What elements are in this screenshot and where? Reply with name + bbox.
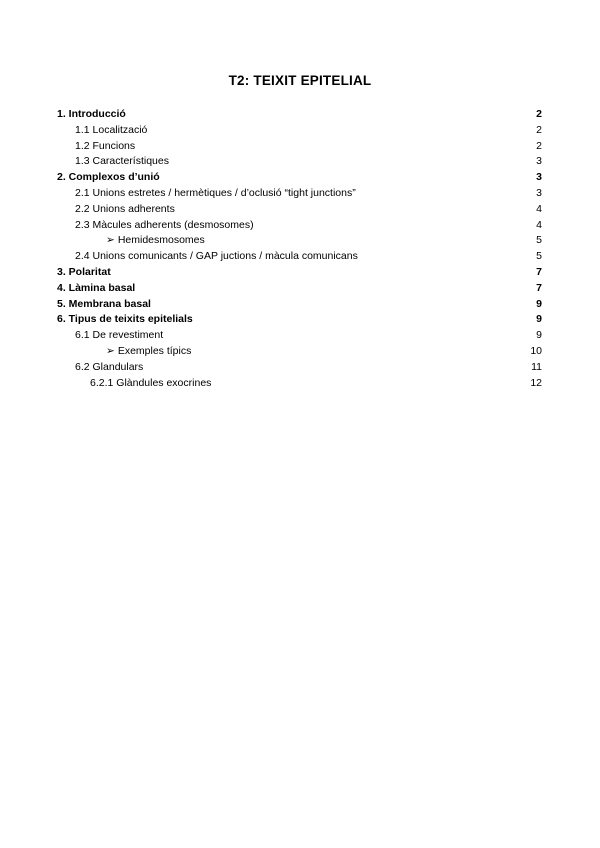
toc-entry-hemidesmosomes[interactable] [57, 233, 542, 249]
toc-entry-label: Hemidesmosomes [117, 234, 205, 247]
toc-entry-page: 7 [536, 265, 542, 278]
toc-entry-page: 5 [536, 234, 542, 247]
toc-entry-page: 9 [536, 329, 542, 342]
toc-entry-label-group [106, 344, 191, 360]
toc-entry-lamina-basal[interactable] [57, 281, 542, 297]
toc-entry-label: 2.1 Unions estretes / hermètiques / d’oclusió “tight junctions” [75, 186, 356, 199]
toc-entry-label: 2.4 Unions comunicants / GAP juctions / màcula comunicans [75, 250, 358, 263]
toc-entry-exemples-tipics[interactable] [57, 344, 542, 360]
toc-entry-label: 2.2 Unions adherents [75, 202, 175, 215]
toc-entry-unions-estretes[interactable] [57, 186, 542, 202]
toc-entry-label-group [106, 233, 205, 249]
toc-entry-label: 5. Membrana basal [57, 297, 151, 310]
arrow-bullet-icon: ➢ [106, 344, 115, 357]
toc-entry-de-revestiment[interactable] [57, 328, 542, 344]
toc-entry-page: 9 [536, 297, 542, 310]
toc-entry-page: 7 [536, 281, 542, 294]
toc-entry-localitzacio[interactable] [57, 123, 542, 139]
toc-entry-label: Exemples típics [117, 344, 192, 357]
toc-entry-label: 3. Polaritat [57, 265, 111, 278]
toc-entry-unions-comunicants[interactable] [57, 249, 542, 265]
toc-entry-label: 6. Tipus de teixits epitelials [57, 313, 193, 326]
toc-entry-page: 2 [536, 108, 542, 120]
table-of-contents [57, 107, 542, 391]
toc-entry-page: 3 [536, 171, 542, 184]
toc-entry-tipus-teixits[interactable] [57, 312, 542, 328]
toc-entry-label: 2.3 Màcules adherents (desmosomes) [75, 218, 254, 231]
toc-entry-page: 3 [536, 186, 542, 199]
toc-entry-caracteristiques[interactable] [57, 154, 542, 170]
toc-entry-label: 6.1 De revestiment [75, 329, 164, 342]
toc-entry-page: 11 [531, 360, 542, 373]
arrow-bullet-icon: ➢ [106, 234, 115, 247]
toc-entry-glandules-exocrines[interactable] [57, 376, 542, 392]
toc-entry-polaritat[interactable] [57, 265, 542, 281]
toc-entry-page: 12 [530, 376, 542, 389]
toc-entry-label: 2. Complexos d’unió [57, 171, 160, 184]
toc-entry-label: 1.2 Funcions [75, 139, 136, 152]
toc-entry-page: 2 [536, 123, 542, 136]
toc-entry-glandulars[interactable] [57, 360, 542, 376]
toc-entry-page: 2 [536, 139, 542, 152]
toc-entry-introduccio[interactable] [57, 107, 542, 123]
toc-entry-page: 3 [536, 155, 542, 168]
toc-entry-page: 10 [530, 344, 542, 357]
toc-entry-complexos-unio[interactable] [57, 170, 542, 186]
toc-entry-label: 6.2.1 Glàndules exocrines [90, 376, 212, 389]
toc-entry-label: 1.1 Localització [75, 123, 148, 136]
toc-entry-page: 9 [536, 313, 542, 326]
toc-entry-funcions[interactable] [57, 139, 542, 155]
toc-entry-label: 6.2 Glandulars [75, 360, 144, 373]
toc-entry-label: 1.3 Característiques [75, 155, 169, 168]
toc-entry-label: 4. Làmina basal [57, 281, 136, 294]
toc-entry-label: 1. Introducció [57, 108, 126, 120]
toc-entry-page: 4 [536, 202, 542, 215]
toc-entry-membrana-basal[interactable] [57, 297, 542, 313]
toc-entry-unions-adherents[interactable] [57, 202, 542, 218]
toc-entry-page: 5 [536, 250, 542, 263]
document-title: T2: TEIXIT EPITELIAL [228, 73, 372, 88]
toc-entry-macules-adherents[interactable] [57, 218, 542, 234]
toc-entry-page: 4 [536, 218, 542, 231]
